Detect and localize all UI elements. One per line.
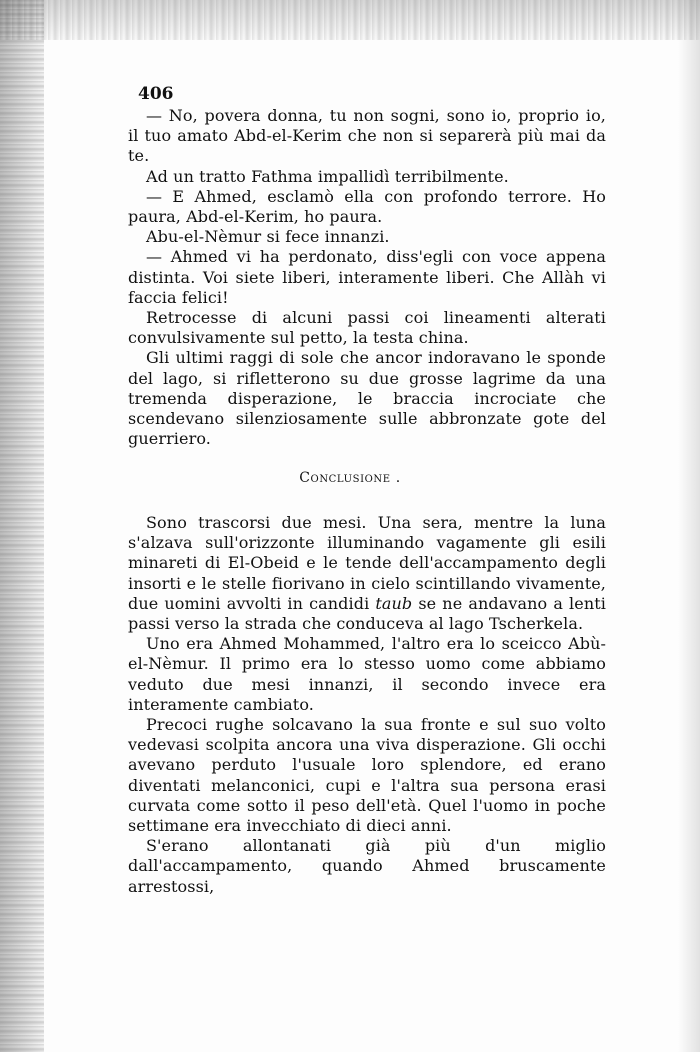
scan-edge-left <box>0 0 44 1052</box>
paragraph <box>128 513 606 634</box>
paragraph: — E Ahmed, esclamò ella con profondo terrore. Ho paura, Abd-el-Kerim, ho paura. <box>128 186 606 227</box>
paragraph-text: Sono trascorsi due mesi. Una sera, mentre la luna s'alzava sull'orizzonte illuminando vagamente gli esili minareti di El-Obeid e le tende dell'accampamento degli insorti e le stelle fiorivano in cielo scintillando vivamente, due uomini avvolti in candidi <box>128 513 606 613</box>
paragraph: Abu-el-Nèmur si fece innanzi. <box>146 227 390 247</box>
scan-edge-top <box>0 0 700 40</box>
scan-edge-right <box>678 0 700 1052</box>
paragraph: Gli ultimi raggi di sole che ancor indoravano le sponde del lago, si rifletterono su due grosse lagrime da una tremenda disperazione, le braccia incrociate che scendevano silenziosamente sulle abbronzate gote del guerriero. <box>128 348 606 449</box>
paragraph: — No, povera donna, tu non sogni, sono io, proprio io, il tuo amato Abd-el-Kerim che non si separerà più mai da te. <box>128 106 606 166</box>
paragraph: Precoci rughe solcavano la sua fronte e sul suo volto vedevasi scolpita ancora una viva disperazione. Gli occhi avevano perduto l'usuale loro splendore, ed erano diventati melanconici, cupi e l'altra sua persona erasi curvata come sotto il peso dell'età. Quel l'uomo in poche settimane era invecchiato di dieci anni. <box>128 715 606 836</box>
paragraph: S'erano allontanati già più d'un miglio dall'accampamento, quando Ahmed bruscamente arrestossi, <box>128 836 606 896</box>
paragraph-text: se ne andavano a lenti passi verso la strada che conduceva al lago Tscherkela. <box>128 593 606 634</box>
text-block-top <box>128 106 606 449</box>
text-block-bottom <box>128 513 606 897</box>
section-heading: Conclusione . <box>299 470 401 486</box>
italic-word: taub <box>375 593 413 613</box>
paragraph: — Ahmed vi ha perdonato, diss'egli con voce appena distinta. Voi siete liberi, interamente liberi. Che Allàh vi faccia felici! <box>128 247 606 307</box>
paragraph: Ad un tratto Fathma impallidì terribilmente. <box>146 166 509 186</box>
page-number: 406 <box>138 84 174 104</box>
paragraph: Retrocesse di alcuni passi coi lineamenti alterati convulsivamente sul petto, la testa china. <box>128 308 606 348</box>
paragraph: Uno era Ahmed Mohammed, l'altro era lo sceicco Abù-el-Nèmur. Il primo era lo stesso uomo come abbiamo veduto due mesi innanzi, il secondo invece era interamente cambiato. <box>128 634 606 714</box>
